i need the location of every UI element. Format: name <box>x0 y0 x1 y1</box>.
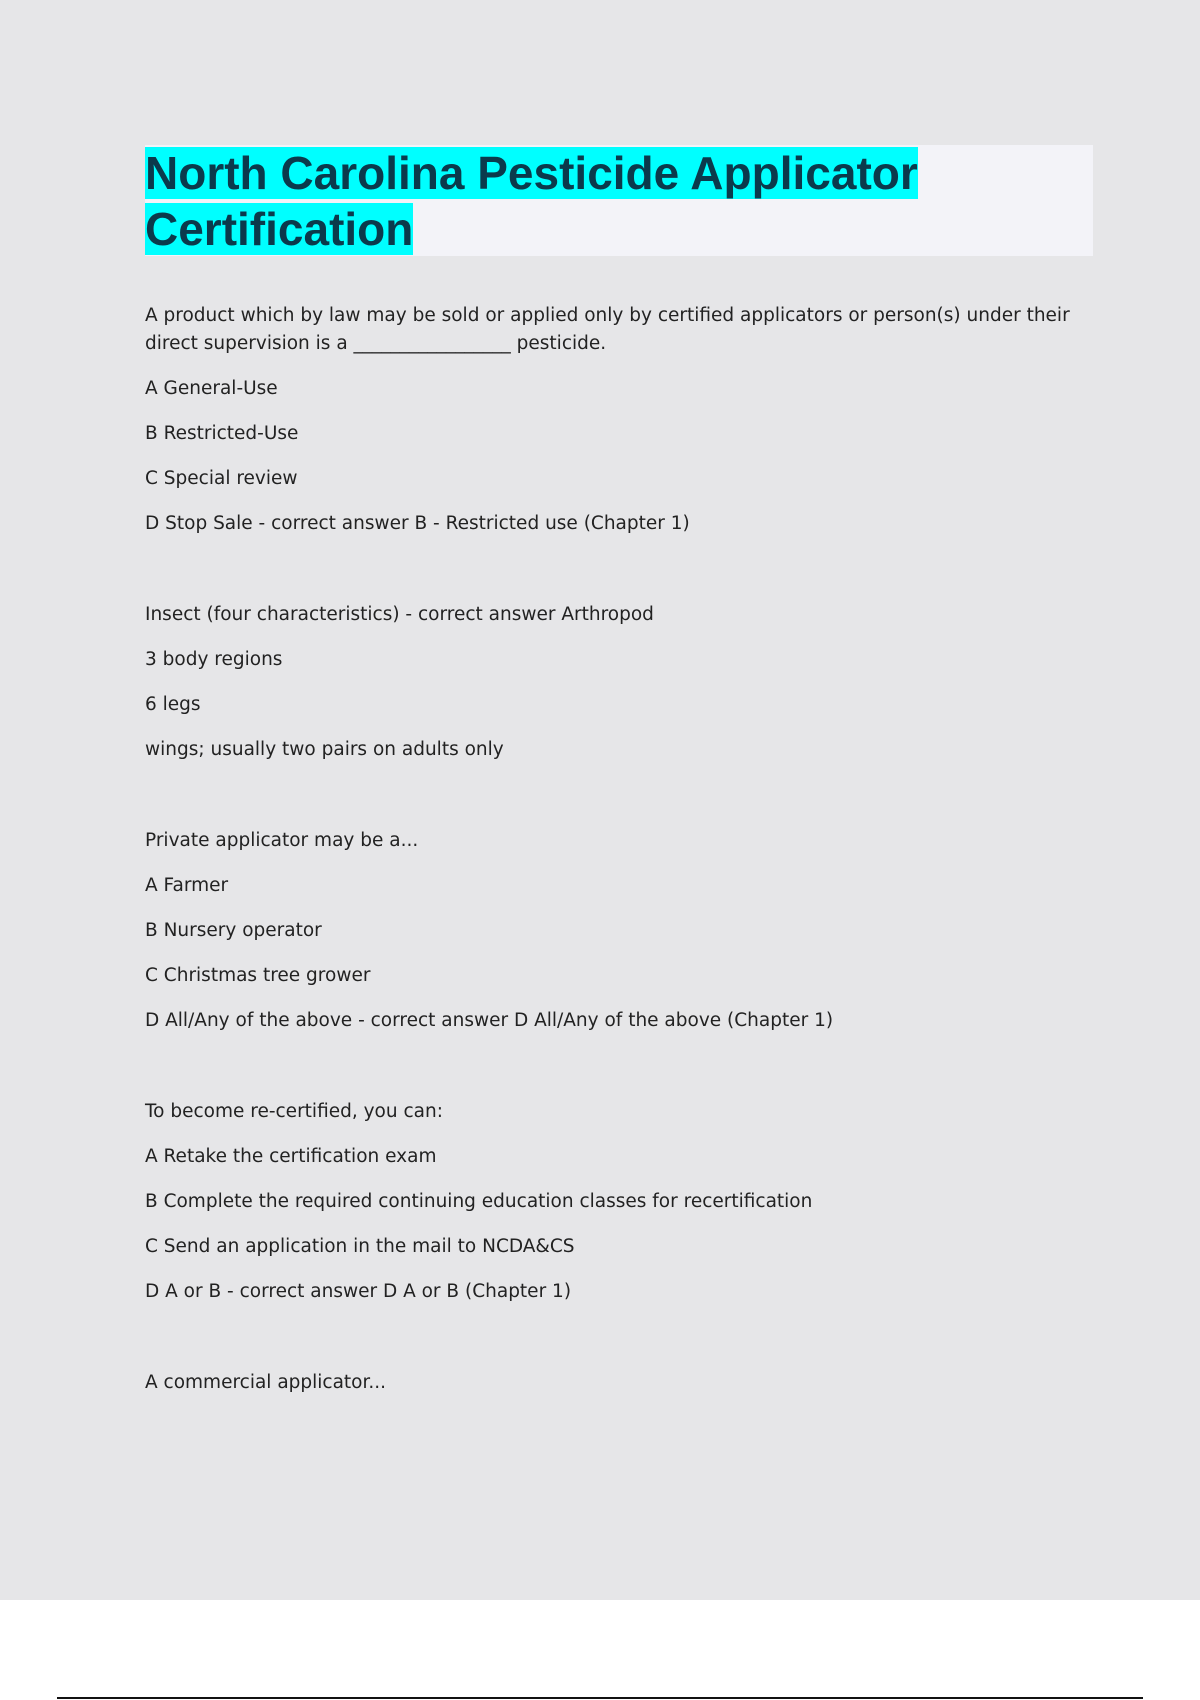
answer-option: B Restricted-Use <box>145 423 299 444</box>
answer-line: wings; usually two pairs on adults only <box>145 739 504 760</box>
answer-line: 6 legs <box>145 694 201 715</box>
question-text: Private applicator may be a... <box>145 830 419 851</box>
answer-option: A General-Use <box>145 378 278 399</box>
answer-option: A Farmer <box>145 875 229 896</box>
document-title <box>145 145 965 257</box>
answer-option: C Send an application in the mail to NCDA&CS <box>145 1236 575 1257</box>
answer-option: A Retake the certification exam <box>145 1146 437 1167</box>
answer-option: D A or B - correct answer D A or B (Chapter 1) <box>145 1281 572 1302</box>
question-text: Insect (four characteristics) - correct answer Arthropod <box>145 604 654 625</box>
document-body <box>145 302 1075 1397</box>
question-text: To become re-certified, you can: <box>145 1101 443 1122</box>
answer-option: D All/Any of the above - correct answer D All/Any of the above (Chapter 1) <box>145 1010 834 1031</box>
answer-option: C Christmas tree grower <box>145 965 371 986</box>
question-text: A product which by law may be sold or applied only by certified applicators or person(s) under their direct supervision is a _________________ pesticide. <box>145 305 1070 354</box>
question-text: A commercial applicator... <box>145 1372 387 1393</box>
answer-option: B Complete the required continuing education classes for recertification <box>145 1191 813 1212</box>
document-title-line2: Certification <box>145 203 414 255</box>
answer-option: D Stop Sale - correct answer B - Restricted use (Chapter 1) <box>145 513 690 534</box>
answer-option: C Special review <box>145 468 298 489</box>
document-title-line1: North Carolina Pesticide Applicator <box>145 147 918 199</box>
footer-divider <box>57 1697 1143 1699</box>
answer-line: 3 body regions <box>145 649 283 670</box>
answer-option: B Nursery operator <box>145 920 322 941</box>
